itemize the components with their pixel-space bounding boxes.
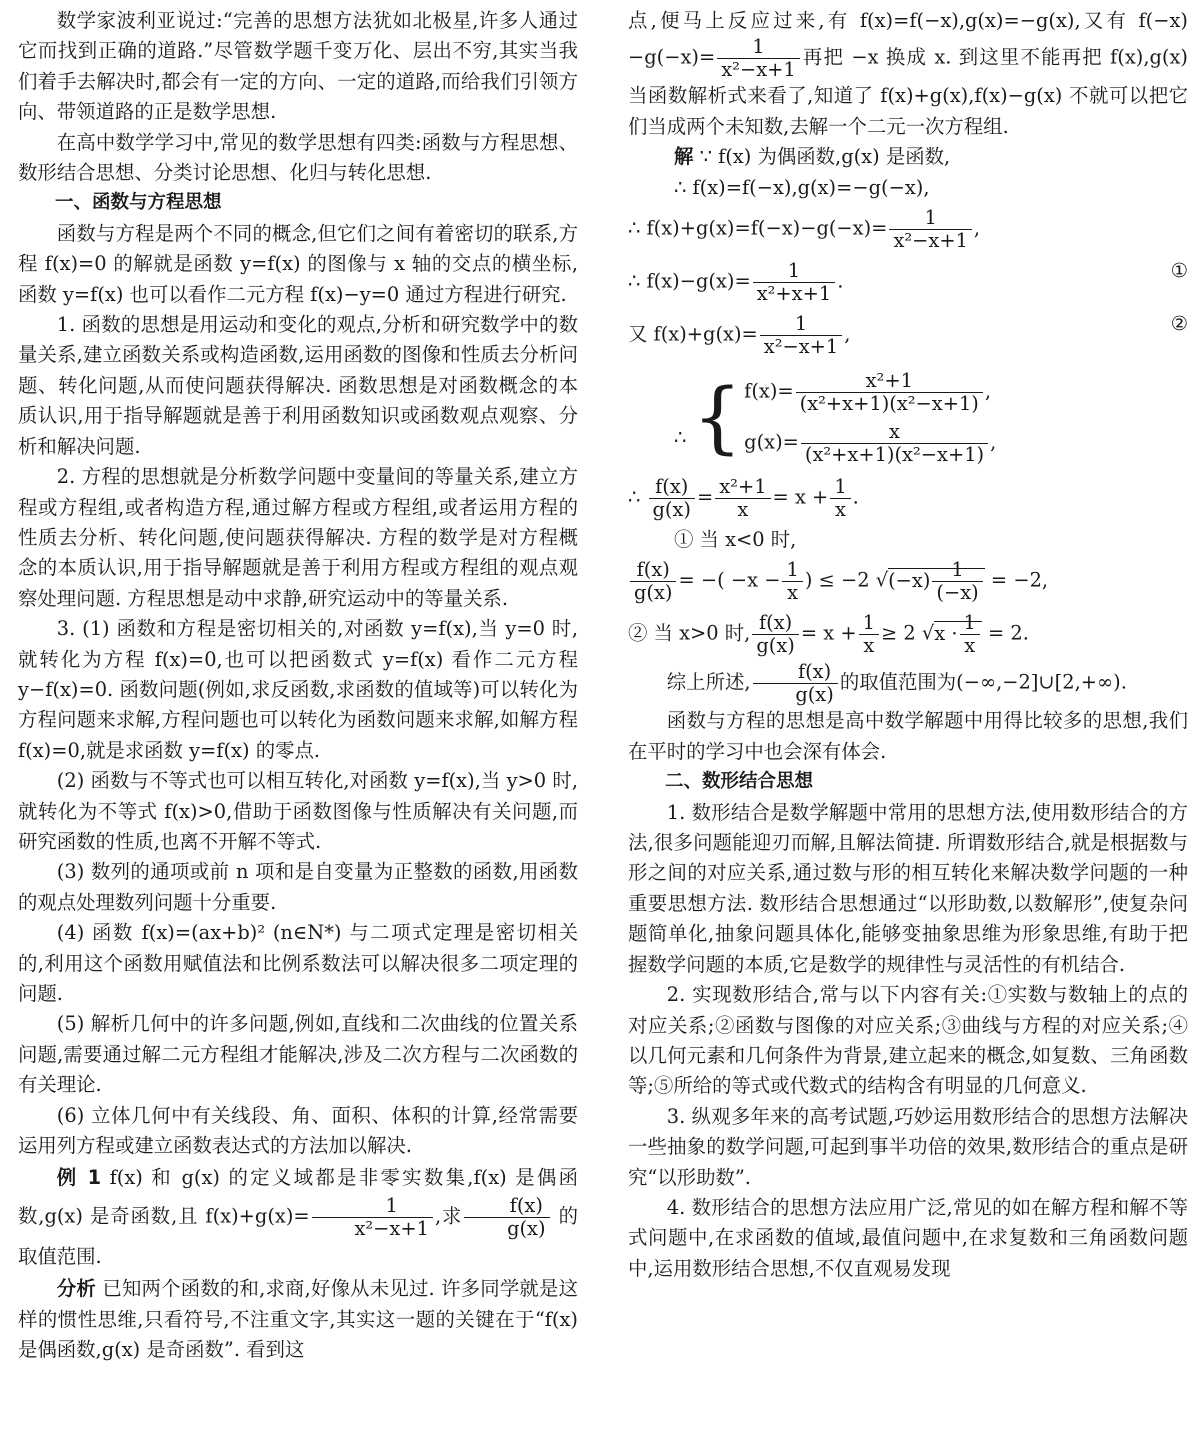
paragraph-point-3-3: (3) 数列的通项或前 n 项和是自变量为正整数的函数,用函数的观点处理数列问题十分重要.	[18, 860, 578, 914]
solution-label: 解	[674, 145, 694, 169]
paragraph-equation-thought: 2. 方程的思想就是分析数学问题中变量间的等量关系,建立方程或方程组,或者构造方程,通过解方程或方程组,或者运用方程的性质去分析、转化问题,使问题获得解决. 方程的数学是对方程概念的本质认识,用于指导解题就是善于利用方程或方程组的观点观察处理问题. 方程思想是动中求静,研究运动中的等量关系.	[18, 465, 578, 610]
system-solution: ∴ { f(x)= $\frac{\text{x²+1}}{\text{(x²+x+1)(x²−x+1)}}$ , g(x)= $\frac{x}{\text{(x²+x+1)(x²−x+1)}}$ ,	[674, 369, 997, 467]
paragraph-point-3-5: (5) 解析几何中的许多问题,例如,直线和二次曲线的位置关系问题,需要通过解二元方程组才能解决,涉及二次方程与二次函数的有关理论.	[18, 1012, 578, 1097]
equation-tag-1: ①	[1170, 259, 1188, 283]
summary-paragraph: 函数与方程的思想是高中数学解题中用得比较多的思想,我们在平时的学习中也会深有体会.	[628, 709, 1188, 763]
paragraph-number-shape-1: 1. 数形结合是数学解题中常用的思想方法,使用数形结合的方法,很多问题能迎刃而解,且解法简捷. 所谓数形结合,就是根据数与形之间的对应关系,通过数与形的相互转化来解决数学问题的一种重要思想方法. 数形结合思想通过“以形助数,以数解形”,使复杂问题简单化,抽象问题具体化,能够变抽象思维为形象思维,有助于把握数学问题的本质,它是数学的规律性与灵活性的有机结合.	[628, 800, 1188, 976]
fraction-f-over-g: $\frac{f(x)}{g(x)}$	[464, 1195, 549, 1240]
paragraph-point-3-1: 3. (1) 函数和方程是密切相关的,对函数 y=f(x),当 y=0 时,就转化为方程 f(x)=0,也可以把函数式 y=f(x) 看作二元方程 y−f(x)=0. 函数问题(例如,求反函数,求函数的值域等)可以转化为方程问题来求解,方程问题也可以转化为函数问题来求解,如解方程 f(x)=0,就是求函数 y=f(x) 的零点.	[18, 617, 578, 762]
solution-line-3: ∴ f(x)+g(x)=f(−x)−g(−x)= $\frac{1}{\text{x²−x+1}}$ ,	[628, 206, 981, 253]
section-heading-number-shape: 二、数形结合思想	[665, 771, 814, 793]
case-1-inequality: $\frac{f(x)}{g(x)}$ = −( −x − $\frac{1}{x}$ ) ≤ −2 √(−x) $\frac{1}{(-x)}$ = −2,	[628, 555, 1188, 608]
case-2-inequality: ② 当 x>0 时, $\frac{f(x)}{g(x)}$ = x + $\frac{1}{x}$ ≥ 2 √x · $\frac{1}{x}$ = 2.	[628, 611, 1029, 658]
solution-line-1: 解 ∵ f(x) 为偶函数,g(x) 是函数,	[674, 145, 951, 169]
paragraph-number-shape-3: 3. 纵观多年来的高考试题,巧妙运用数形结合的思想方法解决一些抽象的数学问题,可起到事半功倍的效果,数形结合的重点是研究“以形助数”.	[628, 1104, 1188, 1189]
paragraph-point-3-2: (2) 函数与不等式也可以相互转化,对函数 y=f(x),当 y>0 时,就转化为不等式 f(x)>0,借助于函数图像与性质解决有关问题,而研究函数的性质,也离不开解不等式.	[18, 769, 578, 853]
ratio-expression: ∴ $\frac{f(x)}{g(x)}$ = $\frac{\text{x²+1}}{x}$ = x + $\frac{1}{x}$ .	[628, 475, 859, 522]
left-column	[18, 6, 578, 1366]
paragraph-function-thought: 1. 函数的思想是用运动和变化的观点,分析和研究数学中的数量关系,建立函数关系或构造函数,运用函数的图像和性质去分析问题、转化问题,从而使问题获得解决. 函数思想是对函数概念的本质认识,用于指导解题就是善于利用函数知识或函数观点观察、分析和解决问题.	[18, 313, 578, 458]
equation-2: 又 f(x)+g(x)= $\frac{1}{\text{x²−x+1}}$ , ②	[628, 309, 1188, 362]
section-heading-function-equation: 一、函数与方程思想	[55, 192, 222, 214]
g-solution: g(x)= $\frac{x}{\text{(x²+x+1)(x²−x+1)}}$ ,	[744, 420, 997, 467]
equation-tag-2: ②	[1170, 312, 1188, 336]
solution-line-2: ∴ f(x)=f(−x),g(x)=−g(−x),	[674, 175, 930, 199]
f-solution: f(x)= $\frac{\text{x²+1}}{\text{(x²+x+1)(x²−x+1)}}$ ,	[744, 369, 992, 416]
conclusion: 综上所述, $\frac{f(x)}{g(x)}$ 的取值范围为(−∞,−2]∪[2,+∞).	[666, 660, 1127, 707]
example-text-end: 的取值范围.	[18, 1204, 578, 1269]
intro-paragraph: 数学家波利亚说过:“完善的思想方法犹如北极星,许多人通过它而找到正确的道路.”尽管数学题千变万化、层出不穷,其实当我们着手去解决时,都会有一定的方向、一定的道路,而给我们引领方向、带领道路的正是数学思想.	[18, 9, 578, 124]
paragraph-number-shape-4: 4. 数形结合的思想方法应用广泛,常见的如在解方程和解不等式问题中,在求函数的值域,最值问题中,在求复数和三角函数问题中,运用数形结合思想,不仅直观易发现	[628, 1195, 1188, 1280]
paragraph-number-shape-2: 2. 实现数形结合,常与以下内容有关:①实数与数轴上的点的对应关系;②函数与图像的对应关系;③曲线与方程的对应关系;④以几何元素和几何条件为背景,建立起来的概念,如复数、三角函数等;⑤所给的等式或代数式的结构含有明显的几何意义.	[628, 983, 1188, 1098]
right-column	[628, 6, 1188, 1284]
example-label: 例 1	[56, 1166, 102, 1190]
paragraph-point-3-4: (4) 函数 f(x)=(ax+b)² (n∈N*) 与二项式定理是密切相关的,利用这个函数用赋值法和比例系数法可以解决很多二项定理的问题.	[18, 921, 578, 1005]
paragraph-point-3-6: (6) 立体几何中有关线段、角、面积、体积的计算,经常需要运用列方程或建立函数表达式的方法加以解决.	[18, 1103, 578, 1158]
example-text: f(x) 和 g(x) 的定义域都是非零实数集,f(x) 是偶函数,g(x) 是奇函数,且 f(x)+g(x)=	[18, 1166, 579, 1228]
analysis-paragraph: 分析 已知两个函数的和,求商,好像从未见过. 许多同学就是这样的惯性思维,只看符号,不注重文字,其实这一题的关键在于“f(x) 是偶函数,g(x) 是奇函数”. 看到这	[18, 1277, 579, 1362]
fraction-1-over-quadratic: $\frac{1}{\text{x²−x+1}}$	[717, 36, 799, 81]
thought-types-paragraph: 在高中数学学习中,常见的数学思想有四类:函数与方程思想、数形结合思想、分类讨论思想、化归与转化思想.	[18, 130, 578, 185]
paragraph-function-equation-relation: 函数与方程是两个不同的概念,但它们之间有着密切的联系,方程 f(x)=0 的解就是函数 y=f(x) 的图像与 x 轴的交点的横坐标,函数 y=f(x) 也可以看作二元方程 f(x)−y=0 通过方程进行研究.	[18, 221, 578, 306]
analysis-label: 分析	[56, 1277, 96, 1301]
example-1: 例 1 f(x) 和 g(x) 的定义域都是非零实数集,f(x) 是偶函数,g(x) 是奇函数,且 f(x)+g(x)= $\frac{1}{\text{x²−x+1}}$ ,求 $\frac{f(x)}{g(x)}$ 的取值范围.	[18, 1166, 579, 1269]
fraction-1-over-quadratic: $\frac{1}{\text{x²−x+1}}$	[312, 1195, 433, 1240]
equation-1: ∴ f(x)−g(x)= $\frac{1}{\text{x²+x+1}}$ . ①	[628, 256, 1188, 309]
case-1-heading: ① 当 x<0 时,	[674, 528, 797, 552]
analysis-continued: 点,便马上反应过来,有 f(x)=f(−x),g(x)=−g(x),又有 f(−x)−g(−x)= $\frac{1}{\text{x²−x+1}}$ 再把 −x 换成 x. 到这里不能再把 f(x),g(x) 当函数解析式来看了,知道了 f(x)+g(x),f(x)−g(x) 不就可以把它们当成两个未知数,去解一个二元一次方程组.	[628, 9, 1188, 138]
